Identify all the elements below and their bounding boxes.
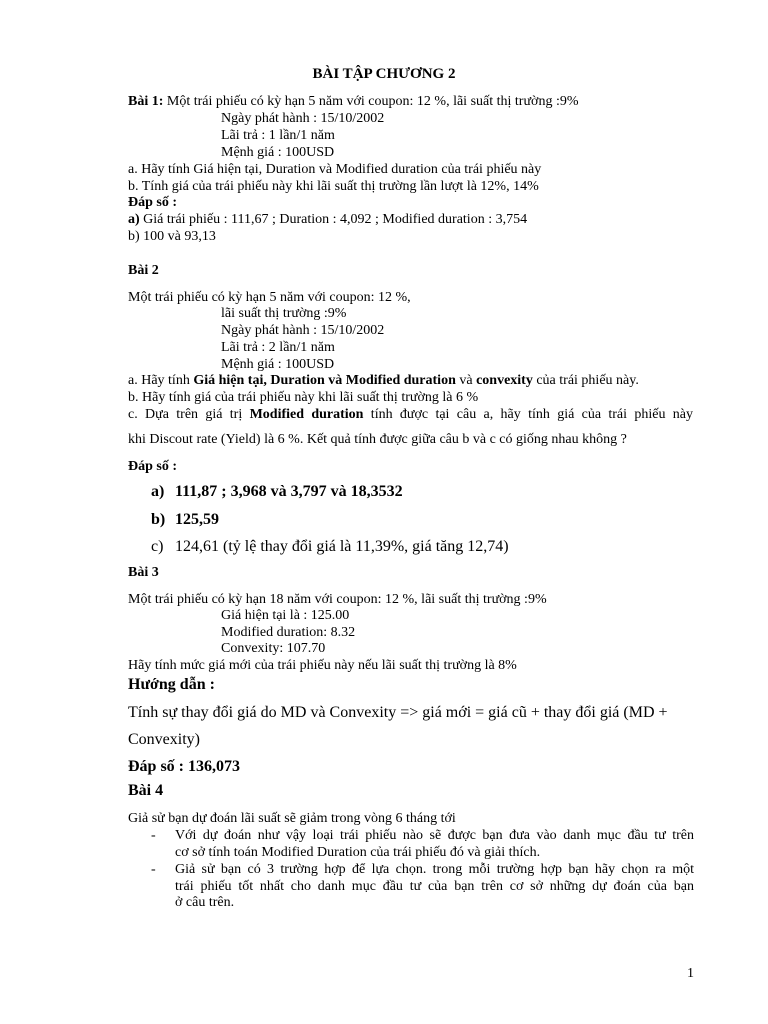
- bai4-bullet2-marker: -: [151, 862, 156, 877]
- bai3-answer: Đáp số : 136,073: [128, 758, 241, 775]
- bai2-question-c-line2: khi Discout rate (Yield) là 6 %. Kết quả tính được giữa câu b và c có giống nhau không ?: [128, 432, 627, 447]
- bai2-qa-part3: và: [455, 373, 477, 388]
- bai1-answer-a-text: Giá trái phiếu : 111,67 ; Duration : 4,092 ; Modified duration : 3,754: [139, 212, 528, 227]
- bai2-detail-facevalue: Mệnh giá : 100USD: [221, 357, 335, 372]
- bai2-answer-b: 125,59: [175, 511, 219, 528]
- bai4-heading: Bài 4: [128, 782, 164, 799]
- bai4-bullet2-line2: trái phiếu tốt nhất cho danh mục đầu tư của bạn trên cơ sở những dự đoán của bạn: [175, 879, 694, 894]
- bai2-detail-rate: lãi suất thị trường :9%: [221, 306, 347, 321]
- bai2-answer-heading: Đáp số :: [128, 459, 178, 474]
- bai2-qc-part1: c. Dựa trên giá trị: [128, 407, 250, 422]
- bai1-answer-a-label: a): [128, 212, 140, 227]
- bai4-bullet2-line1: Giả sử bạn có 3 trường hợp để lựa chọn. trong mỗi trường hợp bạn hãy chọn ra một: [175, 862, 694, 877]
- bai1-question-b: b. Tính giá của trái phiếu này khi lãi suất thị trường lần lượt là 12%, 14%: [128, 179, 539, 194]
- page-title: BÀI TẬP CHƯƠNG 2: [312, 66, 456, 82]
- bai2-detail-payment: Lãi trả : 2 lần/1 năm: [221, 340, 335, 355]
- bai1-detail-facevalue: Mệnh giá : 100USD: [221, 145, 335, 160]
- bai2-question-c: [128, 406, 693, 423]
- bai2-answer-b-label: b): [151, 511, 166, 528]
- bai3-heading: Bài 3: [128, 565, 159, 580]
- bai4-bullet1-line1: Với dự đoán như vậy loại trái phiếu nào sẽ được bạn đưa vào danh mục đầu tư trên: [175, 828, 694, 843]
- bai4-intro: Giả sử bạn dự đoán lãi suất sẽ giảm trong vòng 6 tháng tới: [128, 811, 456, 826]
- bai2-qa-part4: convexity: [476, 373, 533, 388]
- bai4-bullet1-line2: cơ sở tính toán Modified Duration của trái phiếu đó và giải thích.: [175, 845, 541, 860]
- bai2-question-a: [128, 372, 639, 389]
- bai4-bullet2-line3: ở câu trên.: [175, 895, 235, 910]
- bai3-question: Hãy tính mức giá mới của trái phiếu này nếu lãi suất thị trường là 8%: [128, 658, 517, 673]
- bai1-answer-a: [128, 211, 527, 228]
- bai1-intro-line: [128, 93, 579, 110]
- bai3-guide-line1: Tính sự thay đổi giá do MD và Convexity => giá mới = giá cũ + thay đổi giá (MD +: [128, 704, 668, 721]
- bai1-detail-payment: Lãi trả : 1 lần/1 năm: [221, 128, 335, 143]
- bai1-answer-b: b) 100 và 93,13: [128, 229, 216, 244]
- bai2-answer-a-label: a): [151, 483, 165, 500]
- bai3-guide-line2: Convexity): [128, 731, 200, 748]
- bai3-detail-md: Modified duration: 8.32: [221, 625, 356, 640]
- bai2-qa-part2: Giá hiện tại, Duration và Modified duration: [193, 373, 456, 388]
- bai1-detail-date: Ngày phát hành : 15/10/2002: [221, 111, 385, 126]
- bai2-heading: Bài 2: [128, 263, 159, 278]
- bai2-qa-part5: của trái phiếu này.: [532, 373, 639, 388]
- bai2-detail-date: Ngày phát hành : 15/10/2002: [221, 323, 385, 338]
- bai2-qc-part3: tính được tại câu a, hãy tính giá của trái phiếu này: [363, 407, 694, 422]
- bai1-intro: Một trái phiếu có kỳ hạn 5 năm với coupon: 12 %, lãi suất thị trường :9%: [166, 94, 579, 109]
- bai2-qc-part2: Modified duration: [249, 407, 364, 422]
- bai3-intro: Một trái phiếu có kỳ hạn 18 năm với coupon: 12 %, lãi suất thị trường :9%: [128, 592, 547, 607]
- bai1-heading: Bài 1:: [128, 94, 164, 109]
- bai1-question-a: a. Hãy tính Giá hiện tại, Duration và Modified duration của trái phiếu này: [128, 162, 542, 177]
- bai2-question-b: b. Hãy tính giá của trái phiếu này khi lãi suất thị trường là 6 %: [128, 390, 479, 405]
- bai2-answer-c-label: c): [151, 538, 164, 555]
- page-number: 1: [687, 966, 694, 981]
- bai4-bullet1-marker: -: [151, 828, 156, 843]
- bai2-answer-a: 111,87 ; 3,968 và 3,797 và 18,3532: [175, 483, 403, 500]
- bai2-intro: Một trái phiếu có kỳ hạn 5 năm với coupon: 12 %,: [128, 290, 411, 305]
- bai1-answer-heading: Đáp số :: [128, 195, 178, 210]
- bai2-answer-c: 124,61 (tỷ lệ thay đổi giá là 11,39%, giá tăng 12,74): [175, 538, 509, 555]
- bai3-detail-convexity: Convexity: 107.70: [221, 641, 326, 656]
- bai3-guide-heading: Hướng dẫn :: [128, 676, 215, 693]
- bai3-detail-price: Giá hiện tại là : 125.00: [221, 608, 350, 623]
- bai2-qa-part1: a. Hãy tính: [128, 373, 194, 388]
